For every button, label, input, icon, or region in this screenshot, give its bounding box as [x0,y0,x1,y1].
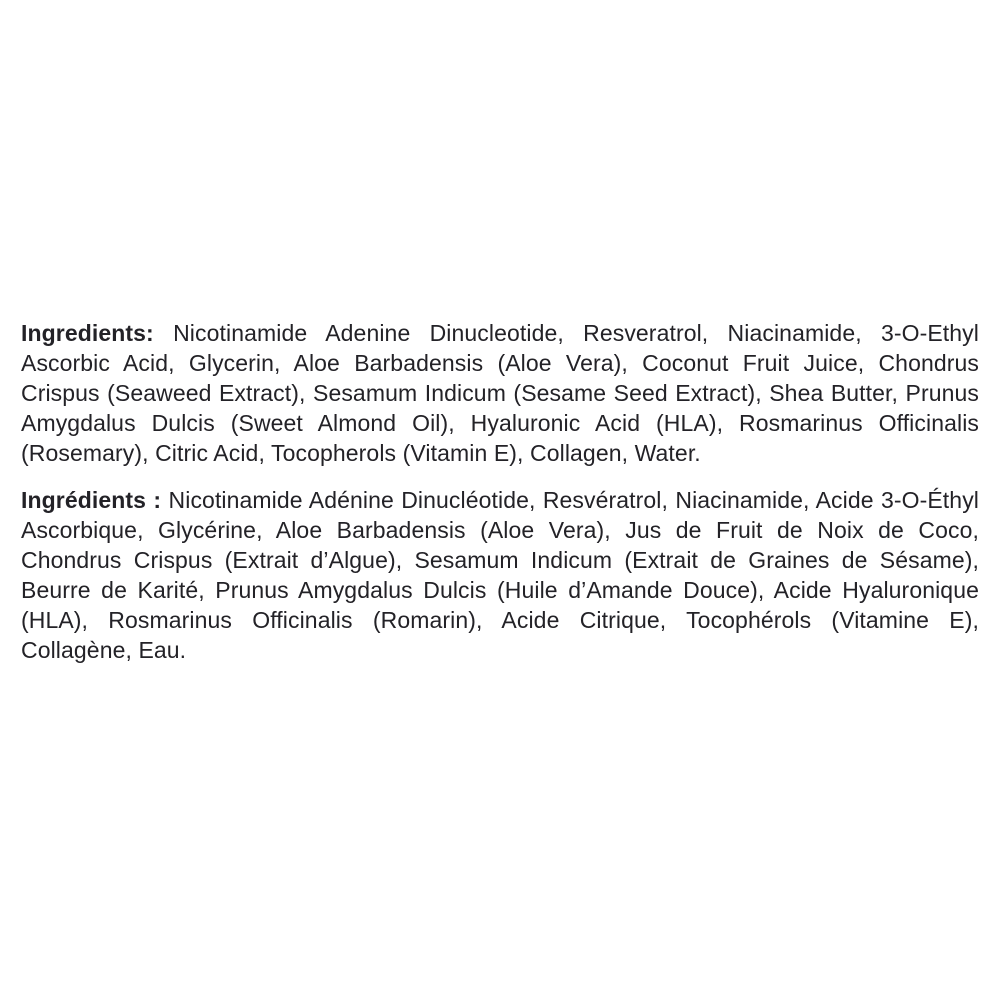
ingredients-heading-english: Ingredients: [21,320,154,346]
ingredients-label-block [21,318,979,665]
ingredients-text-french: Nicotinamide Adénine Dinucléotide, Resvératrol, Niacinamide, Acide 3-O-Éthyl Ascorbique, Glycérine, Aloe Barbadensis (Aloe Vera), Jus de Fruit de Noix de Coco, Chondrus Crispus (Extrait d’Algue), Sesamum Indicum (Extrait de Graines de Sésame), Beurre de Karité, Prunus Amygdalus Dulcis (Huile d’Amande Douce), Acide Hyaluronique (HLA), Rosmarinus Officinalis (Romarin), Acide Citrique, Tocophérols (Vitamine E), Collagène, Eau. [21,487,979,663]
ingredients-text-english: Nicotinamide Adenine Dinucleotide, Resveratrol, Niacinamide, 3-O-Ethyl Ascorbic Acid, Glycerin, Aloe Barbadensis (Aloe Vera), Coconut Fruit Juice, Chondrus Crispus (Seaweed Extract), Sesamum Indicum (Sesame Seed Extract), Shea Butter, Prunus Amygdalus Dulcis (Sweet Almond Oil), Hyaluronic Acid (HLA), Rosmarinus Officinalis (Rosemary), Citric Acid, Tocopherols (Vitamin E), Collagen, Water. [21,320,979,466]
ingredients-heading-french: Ingrédients : [21,487,162,513]
ingredients-paragraph-french [21,485,979,665]
ingredients-paragraph-english [21,318,979,468]
